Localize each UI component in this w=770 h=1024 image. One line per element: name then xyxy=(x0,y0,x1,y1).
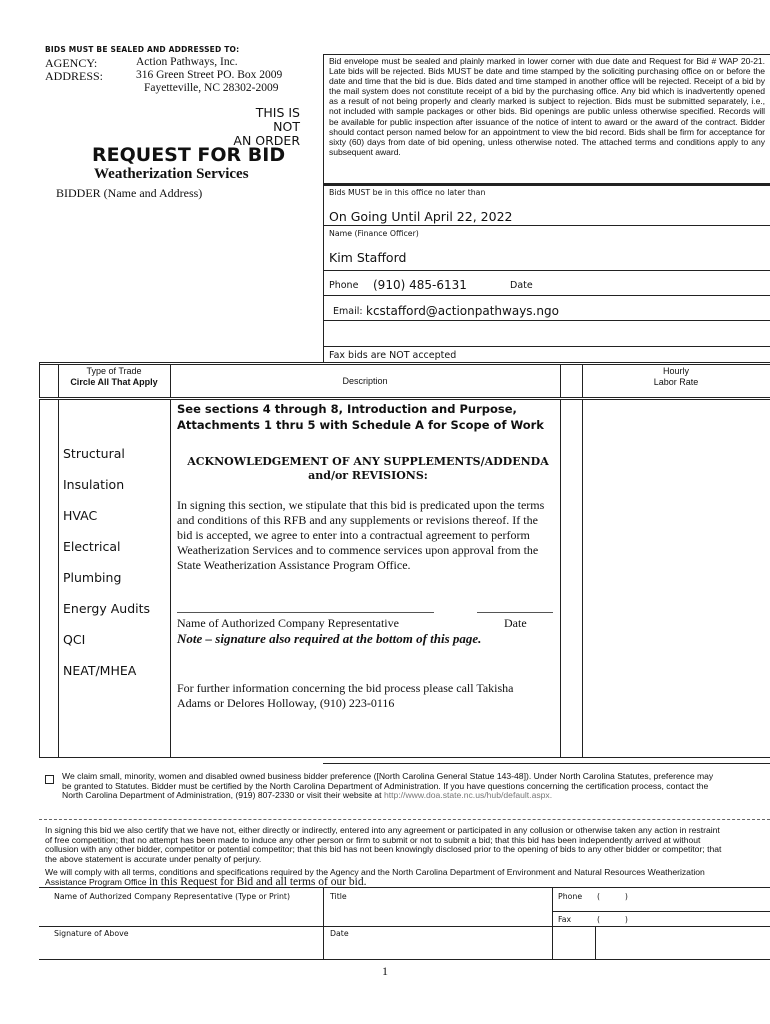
agency-label: AGENCY: xyxy=(45,56,98,70)
phone-value: (910) 485-6131 xyxy=(373,278,467,292)
email-label: Email: xyxy=(333,306,363,317)
scope-reference: See sections 4 through 8, Introduction and Purpose, Attachments 1 thru 5 with Schedule A for Scope of Work xyxy=(177,402,544,432)
address-line2: Fayetteville, NC 28302-2009 xyxy=(144,82,279,94)
date-label: Date xyxy=(510,280,533,291)
col-header-description: Description xyxy=(342,376,388,386)
col-header-labor-rate: Hourly Labor Rate xyxy=(653,366,699,387)
notice-text: Bid envelope must be sealed and plainly marked in lower corner with due date and Request for Bid # WAP 20-21. Late bids will be rejected. Bids MUST be date and time stamped by the soliciting purchasing office on or before the date and time that the bid is due. Bids dated and time stamped in another office will be rejected. Receipt of a bid by the mail system does not constitute receipt of a bid by the purchasing office. Any bid which is inadvertently opened as a result of not being properly and clearly marked is subject to rejection. Bids must be submitted separately, i.e., not included with sample packages or other bids. Bid openings are public unless otherwise specified. Records will be available for public inspection after issuance of the notice of intent to award or the award of the contract. Bidder should contact person named below for an appointment to view the bid record. Bids shall be firm for acceptance for sixty (60) days from date of bid opening, unless otherwise noted. The attached terms and conditions apply to any subsequent award. xyxy=(329,56,765,157)
title-field[interactable]: Title xyxy=(330,892,347,901)
sig-rep-label: Name of Authorized Company Representative xyxy=(177,616,399,630)
signature-field[interactable]: Signature of Above xyxy=(54,929,129,938)
trade-electrical[interactable]: Electrical xyxy=(63,539,121,554)
finance-officer-name: Kim Stafford xyxy=(329,250,407,265)
date-field[interactable]: Date xyxy=(330,929,349,938)
page-subtitle: Weatherization Services xyxy=(94,166,249,182)
signature-note: Note – signature also required at the bottom of this page. xyxy=(177,631,482,646)
phone-label: Phone xyxy=(329,280,359,291)
col-header-trade: Type of Trade Circle All That Apply xyxy=(70,366,158,387)
trade-plumbing[interactable]: Plumbing xyxy=(63,570,122,585)
deadline-value: On Going Until April 22, 2022 xyxy=(329,209,513,224)
preference-text: We claim small, minority, women and disabled owned business bidder preference ([North Carolina General Statue 143-48]). Under North Carolina Statutes, preference may be granted to Statutes. Bidder must be certified by the North Carolina Department of Administration. If you have questions concerning the certification process, contact the North Carolina Department of Administration, (919) 807-2330 or visit their website at http://www.doa.state.nc.us/hub/default.aspx. xyxy=(62,771,714,801)
not-an-order: THIS IS NOT AN ORDER xyxy=(233,105,300,148)
trade-hvac[interactable]: HVAC xyxy=(63,508,98,523)
trade-insulation[interactable]: Insulation xyxy=(63,477,125,492)
trade-structural[interactable]: Structural xyxy=(63,446,125,461)
rep-name-field[interactable]: Name of Authorized Company Representative (Type or Print) xyxy=(54,892,291,901)
certification-text: In signing this bid we also certify that we have not, either directly or indirectly, entered into any agreement or participated in any collusion or otherwise taken any action in restraint of free competition; that no attempt has been made to induce any other person or firm to submit or not to submit a bid; that this bid has been independently arrived at without collusion with any other bidder, competitor or potential competitor; that this bid has not been knowingly disclosed prior to the opening of bids to any other bidder or competitor; that the above statement is accurate under penalty of perjury. xyxy=(45,825,722,864)
fax-note: Fax bids are NOT accepted xyxy=(329,350,457,361)
contact-info: For further information concerning the bid process please call Takisha Adams or Delores Holloway, (910) 223-0116 xyxy=(177,681,514,710)
phone-paren: ( ) xyxy=(597,892,628,901)
compliance-text: We will comply with all terms, conditions and specifications required by the Agency and the North Carolina Department of Environment and Natural Resources Weatherization Assistance Program Office in this Request for Bid and all terms of our bid. xyxy=(45,867,705,888)
signature-date-line[interactable] xyxy=(477,612,553,613)
trade-qci[interactable]: QCI xyxy=(63,632,86,647)
page-number: 1 xyxy=(382,964,388,978)
email-value: kcstafford@actionpathways.ngo xyxy=(366,304,559,318)
address-line1: 316 Green Street PO. Box 2009 xyxy=(136,69,283,81)
fax-field[interactable]: Fax xyxy=(558,915,572,924)
preference-checkbox[interactable] xyxy=(45,775,54,784)
finance-officer-label: Name (Finance Officer) xyxy=(329,229,419,238)
deadline-label: Bids MUST be in this office no later than xyxy=(329,188,486,197)
address-label: ADDRESS: xyxy=(45,69,104,83)
phone-field[interactable]: Phone xyxy=(558,892,583,901)
fax-paren: ( ) xyxy=(597,915,628,924)
signature-line[interactable] xyxy=(177,612,434,613)
trade-neat-mhea[interactable]: NEAT/MHEA xyxy=(63,663,137,678)
hub-link[interactable]: http://www.doa.state.nc.us/hub/default.aspx. xyxy=(383,790,553,801)
bidder-label: BIDDER (Name and Address) xyxy=(56,186,203,200)
sig-date-label: Date xyxy=(504,616,527,630)
trade-energy-audits[interactable]: Energy Audits xyxy=(63,601,151,616)
page-title: REQUEST FOR BID xyxy=(92,144,286,166)
sealed-instruction: BIDS MUST BE SEALED AND ADDRESSED TO: xyxy=(45,45,240,54)
acknowledgement-heading: ACKNOWLEDGEMENT OF ANY SUPPLEMENTS/ADDENDA and/or REVISIONS: xyxy=(187,455,549,482)
signing-stipulation: In signing this section, we stipulate that this bid is predicated upon the terms and conditions of this RFB and any supplements or revisions thereof. If the bid is accepted, we agree to enter into a contractual agreement to perform Weatherization Services and to commence services upon approval from the State Weatherization Assistance Program Office. xyxy=(177,498,545,572)
agency-value: Action Pathways, Inc. xyxy=(136,56,238,68)
